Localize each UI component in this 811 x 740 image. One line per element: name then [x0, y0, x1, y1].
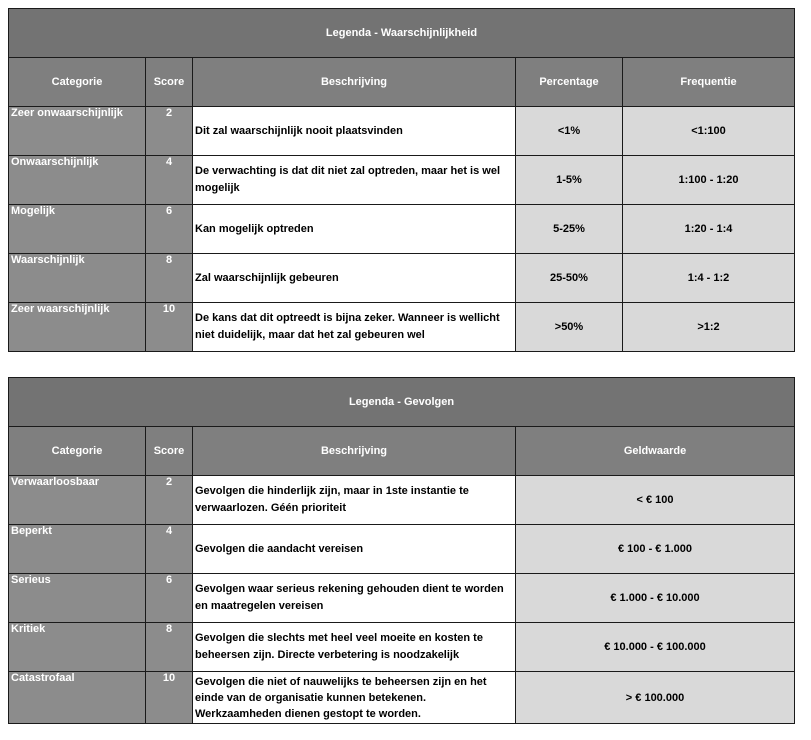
frequency-cell: <1:100	[623, 107, 795, 156]
table-row	[9, 623, 795, 672]
likelihood-title-row	[9, 9, 795, 58]
percentage-cell: >50%	[516, 303, 623, 352]
table-row	[9, 574, 795, 623]
likelihood-legend-table	[8, 8, 795, 352]
description-cell: Gevolgen waar serieus rekening gehouden dient te worden en maatregelen vereisen	[193, 574, 516, 623]
table-row	[9, 303, 795, 352]
header-beschrijving: Beschrijving	[193, 427, 516, 476]
description-cell: Gevolgen die aandacht vereisen	[193, 525, 516, 574]
table-row	[9, 107, 795, 156]
header-score: Score	[146, 427, 193, 476]
consequences-title: Legenda - Gevolgen	[9, 378, 795, 427]
score-cell: 2	[146, 476, 193, 525]
score-cell: 4	[146, 525, 193, 574]
description-cell: De kans dat dit optreedt is bijna zeker. Wanneer is wellicht niet duidelijk, maar dat het zal gebeuren wel	[193, 303, 516, 352]
category-cell: Waarschijnlijk	[9, 254, 146, 303]
category-cell: Kritiek	[9, 623, 146, 672]
category-cell: Mogelijk	[9, 205, 146, 254]
score-cell: 8	[146, 623, 193, 672]
score-cell: 2	[146, 107, 193, 156]
consequences-title-row	[9, 378, 795, 427]
money-value-cell: € 1.000 - € 10.000	[516, 574, 795, 623]
score-cell: 10	[146, 303, 193, 352]
table-row	[9, 525, 795, 574]
table-row	[9, 156, 795, 205]
category-cell: Verwaarloosbaar	[9, 476, 146, 525]
category-cell: Serieus	[9, 574, 146, 623]
header-categorie: Categorie	[9, 427, 146, 476]
money-value-cell: € 100 - € 1.000	[516, 525, 795, 574]
frequency-cell: >1:2	[623, 303, 795, 352]
header-percentage: Percentage	[516, 58, 623, 107]
consequences-legend-table	[8, 377, 795, 724]
category-cell: Onwaarschijnlijk	[9, 156, 146, 205]
percentage-cell: 25-50%	[516, 254, 623, 303]
category-cell: Catastrofaal	[9, 672, 146, 724]
header-categorie: Categorie	[9, 58, 146, 107]
score-cell: 8	[146, 254, 193, 303]
frequency-cell: 1:20 - 1:4	[623, 205, 795, 254]
percentage-cell: <1%	[516, 107, 623, 156]
description-cell: Kan mogelijk optreden	[193, 205, 516, 254]
consequences-header-row	[9, 427, 795, 476]
description-cell: Gevolgen die hinderlijk zijn, maar in 1ste instantie te verwaarlozen. Géén prioriteit	[193, 476, 516, 525]
likelihood-header-row	[9, 58, 795, 107]
likelihood-title: Legenda - Waarschijnlijkheid	[9, 9, 795, 58]
description-cell: Gevolgen die slechts met heel veel moeite en kosten te beheersen zijn. Directe verbetering is noodzakelijk	[193, 623, 516, 672]
category-cell: Beperkt	[9, 525, 146, 574]
category-cell: Zeer waarschijnlijk	[9, 303, 146, 352]
header-frequentie: Frequentie	[623, 58, 795, 107]
category-cell: Zeer onwaarschijnlijk	[9, 107, 146, 156]
percentage-cell: 1-5%	[516, 156, 623, 205]
header-score: Score	[146, 58, 193, 107]
table-row	[9, 476, 795, 525]
description-cell: Gevolgen die niet of nauwelijks te beheersen zijn en het einde van de organisatie kunnen betekenen. Werkzaamheden dienen gestopt te worden.	[193, 672, 516, 724]
description-cell: Zal waarschijnlijk gebeuren	[193, 254, 516, 303]
table-row	[9, 254, 795, 303]
score-cell: 6	[146, 574, 193, 623]
percentage-cell: 5-25%	[516, 205, 623, 254]
money-value-cell: < € 100	[516, 476, 795, 525]
table-row	[9, 672, 795, 724]
description-cell: De verwachting is dat dit niet zal optreden, maar het is wel mogelijk	[193, 156, 516, 205]
score-cell: 10	[146, 672, 193, 724]
frequency-cell: 1:100 - 1:20	[623, 156, 795, 205]
frequency-cell: 1:4 - 1:2	[623, 254, 795, 303]
table-row	[9, 205, 795, 254]
score-cell: 6	[146, 205, 193, 254]
description-cell: Dit zal waarschijnlijk nooit plaatsvinden	[193, 107, 516, 156]
header-geldwaarde: Geldwaarde	[516, 427, 795, 476]
header-beschrijving: Beschrijving	[193, 58, 516, 107]
money-value-cell: > € 100.000	[516, 672, 795, 724]
money-value-cell: € 10.000 - € 100.000	[516, 623, 795, 672]
score-cell: 4	[146, 156, 193, 205]
